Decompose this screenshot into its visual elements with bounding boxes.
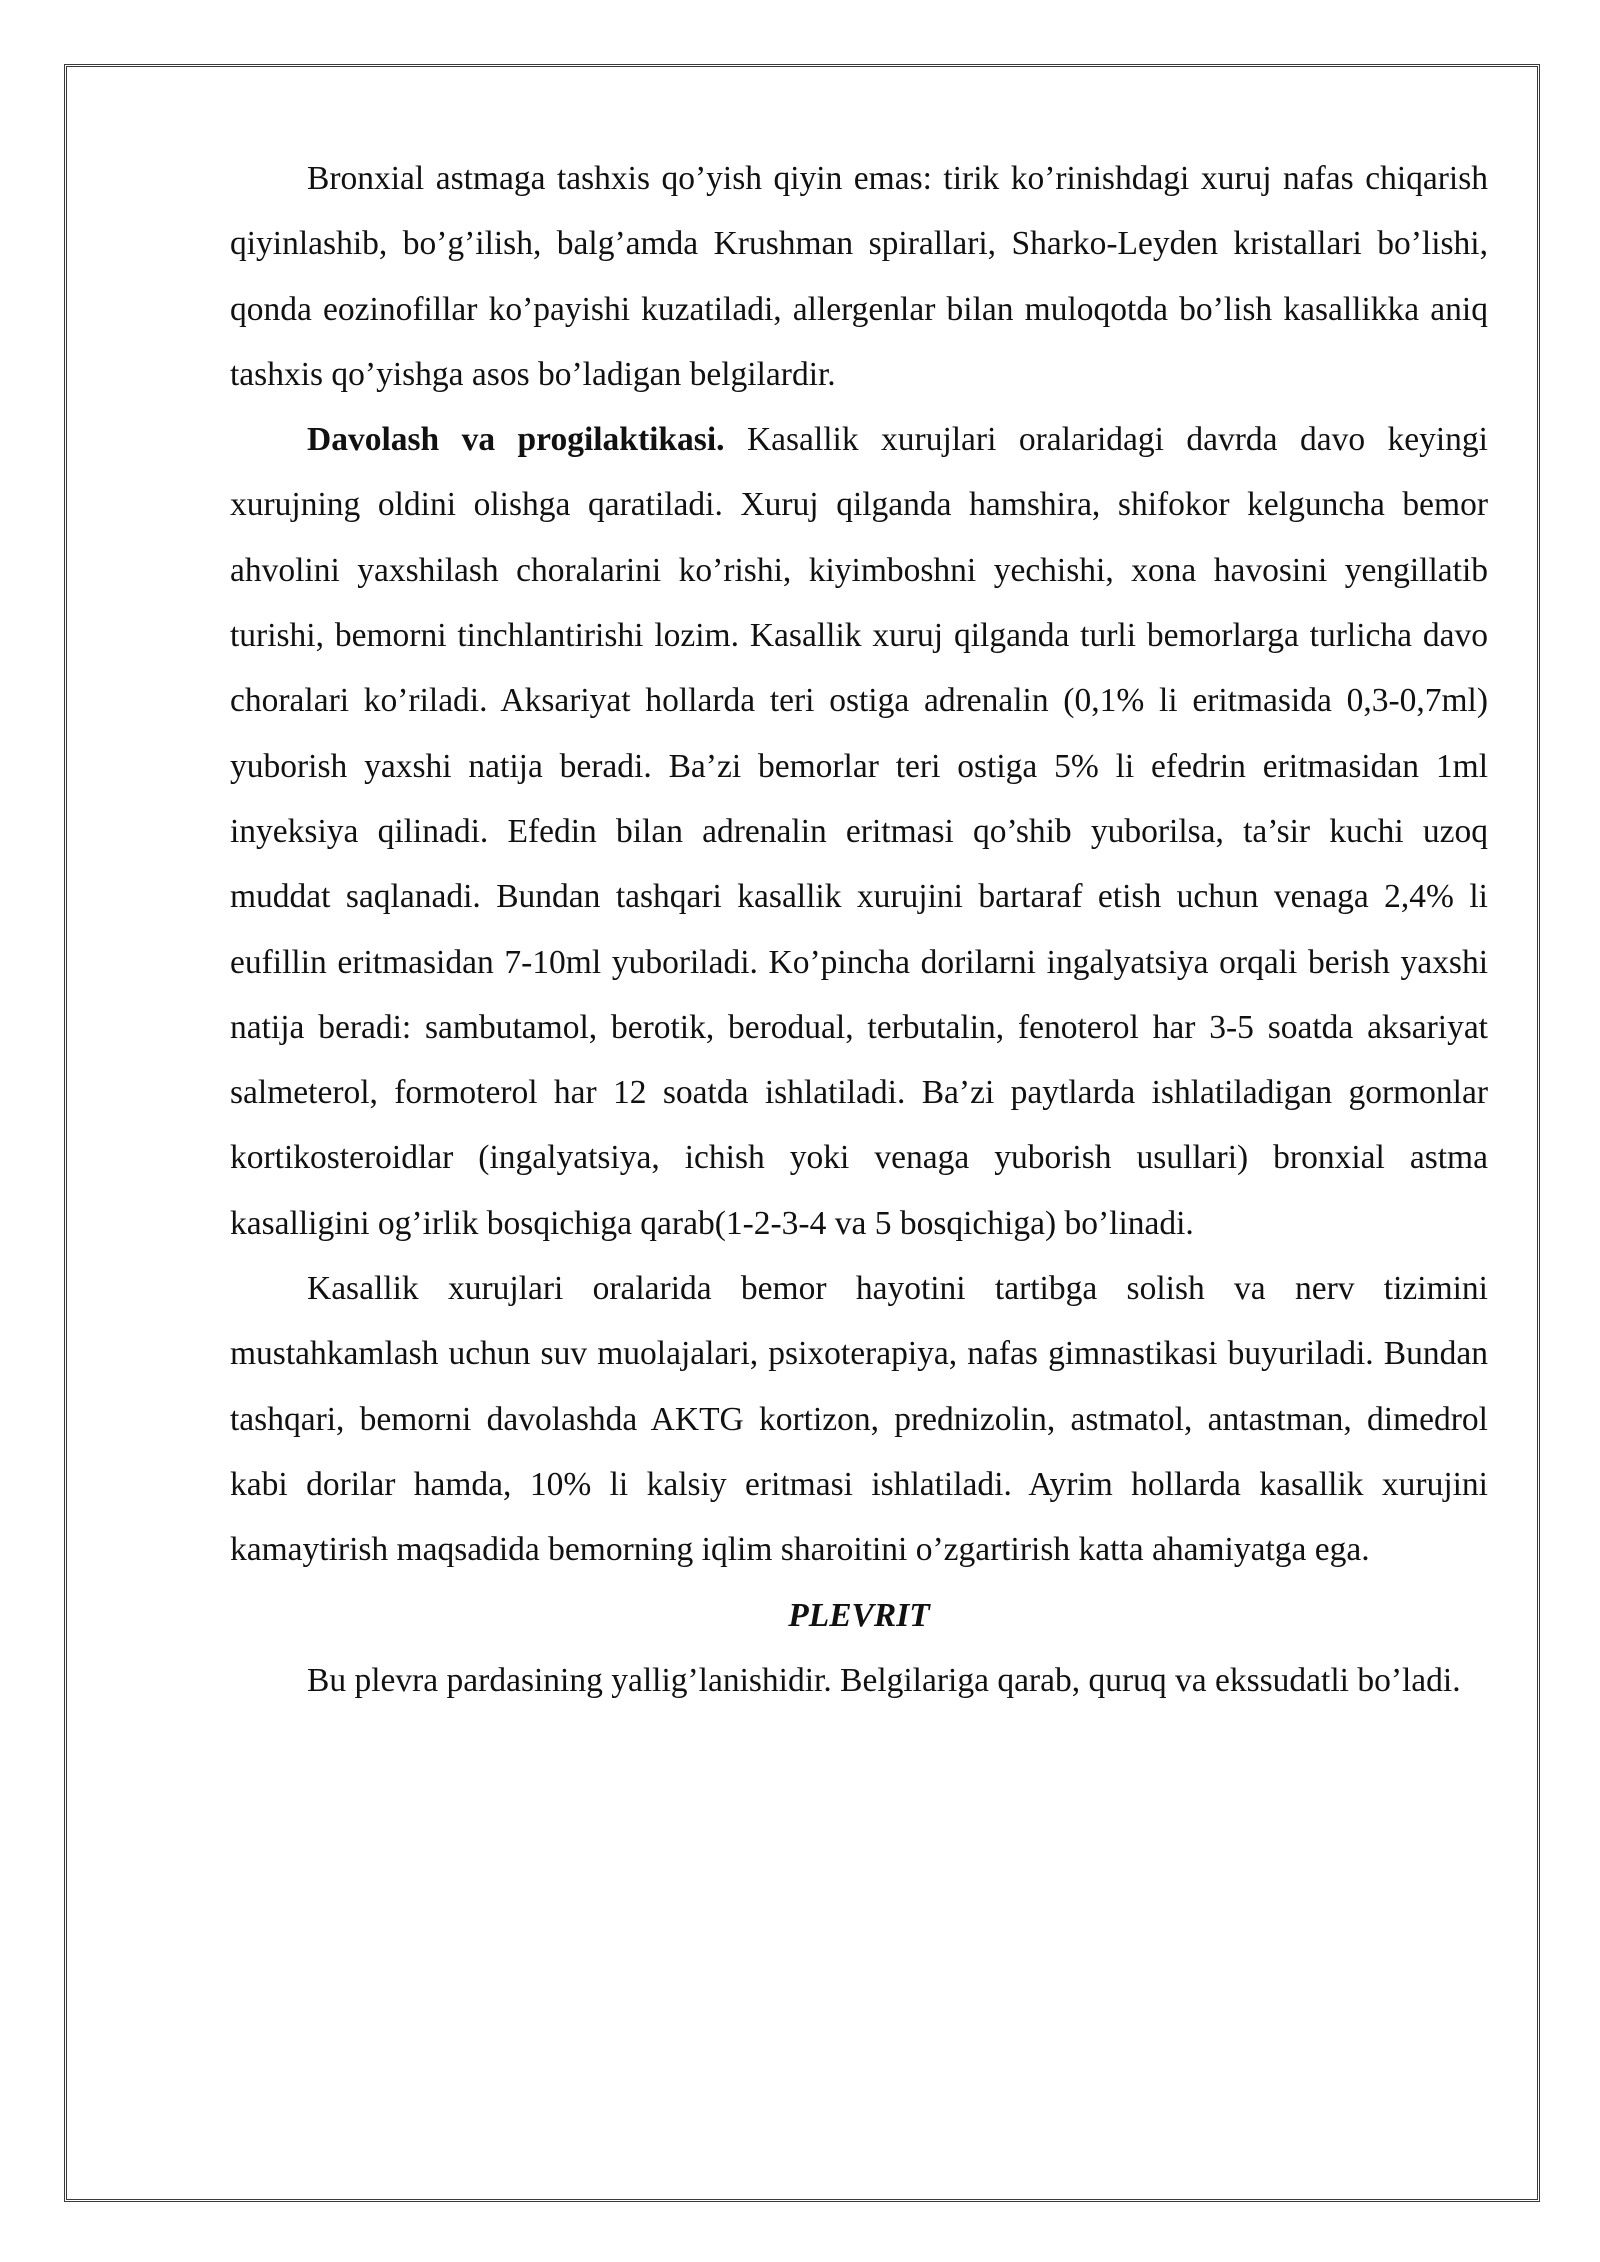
- paragraph-plevrit: [230, 1648, 1488, 1713]
- paragraph-prevention: [230, 1256, 1488, 1582]
- paragraph-text: Bronxial astmaga tashxis qo’yish qiyin emas: tirik ko’rinishdagi xuruj nafas chiqarish qiyinlashib, bo’g’ilish, balg’amda Krushman spirallari, Sharko-Leyden kristallari bo’lishi, qonda eozinofillar ko’payishi kuzatiladi, allergenlar bilan muloqotda bo’lish kasallikka aniq tashxis qo’yishga asos bo’ladigan belgilardir.: [230, 160, 1488, 393]
- paragraph-lead-heading: Davolash va progilaktikasi.: [307, 421, 725, 459]
- paragraph-diagnosis: [230, 146, 1488, 407]
- paragraph-text: Kasallik xurujlari oralaridagi davrda davo keyingi xurujning oldini olishga qaratiladi. Xuruj qilganda hamshira, shifokor kelguncha bemor ahvolini yaxshilash choralarini ko’rishi, kiyimboshni yechishi, xona havosini yengillatib turishi, bemorni tinchlantirishi lozim. Kasallik xuruj qilganda turli bemorlarga turlicha davo choralari ko’riladi. Aksariyat hollarda teri ostiga adrenalin (0,1% li eritmasida 0,3-0,7ml) yuborish yaxshi natija beradi. Ba’zi bemorlar teri ostiga 5% li efedrin eritmasidan 1ml inyeksiya qilinadi. Efedin bilan adrenalin eritmasi qo’shib yuborilsa, ta’sir kuchi uzoq muddat saqlanadi. Bundan tashqari kasallik xurujini bartaraf etish uchun venaga 2,4% li eufillin eritmasidan 7-10ml yuboriladi. Ko’pincha dorilarni ingalyatsiya orqali berish yaxshi natija beradi: sambutamol, berotik, berodual, terbutalin, fenoterol har 3-5 soatda aksariyat salmeterol, formoterol har 12 soatda ishlatiladi. Ba’zi paytlarda ishlatiladigan gormonlar kortikosteroidlar (ingalyatsiya, ichish yoki venaga yuborish usullari) bronxial astma kasalligini og’irlik bosqichiga qarab(1-2-3-4 va 5 bosqichiga) bo’linadi.: [230, 421, 1488, 1242]
- page-content: [230, 146, 1488, 1713]
- paragraph-text: Kasallik xurujlari oralarida bemor hayotini tartibga solish va nerv tizimini mustahkamlash uchun suv muolajalari, psixoterapiya, nafas gimnastikasi buyuriladi. Bundan tashqari, bemorni davolashda AKTG kortizon, prednizolin, astmatol, antastman, dimedrol kabi dorilar hamda, 10% li kalsiy eritmasi ishlatiladi. Ayrim hollarda kasallik xurujini kamaytirish maqsadida bemorning iqlim sharoitini o’zgartirish katta ahamiyatga ega.: [230, 1270, 1488, 1569]
- paragraph-treatment: [230, 407, 1488, 1256]
- paragraph-text: Bu plevra pardasining yallig’lanishidir. Belgilariga qarab, quruq va ekssudatli bo’ladi.: [307, 1661, 1461, 1699]
- section-heading: PLEVRIT: [788, 1596, 930, 1634]
